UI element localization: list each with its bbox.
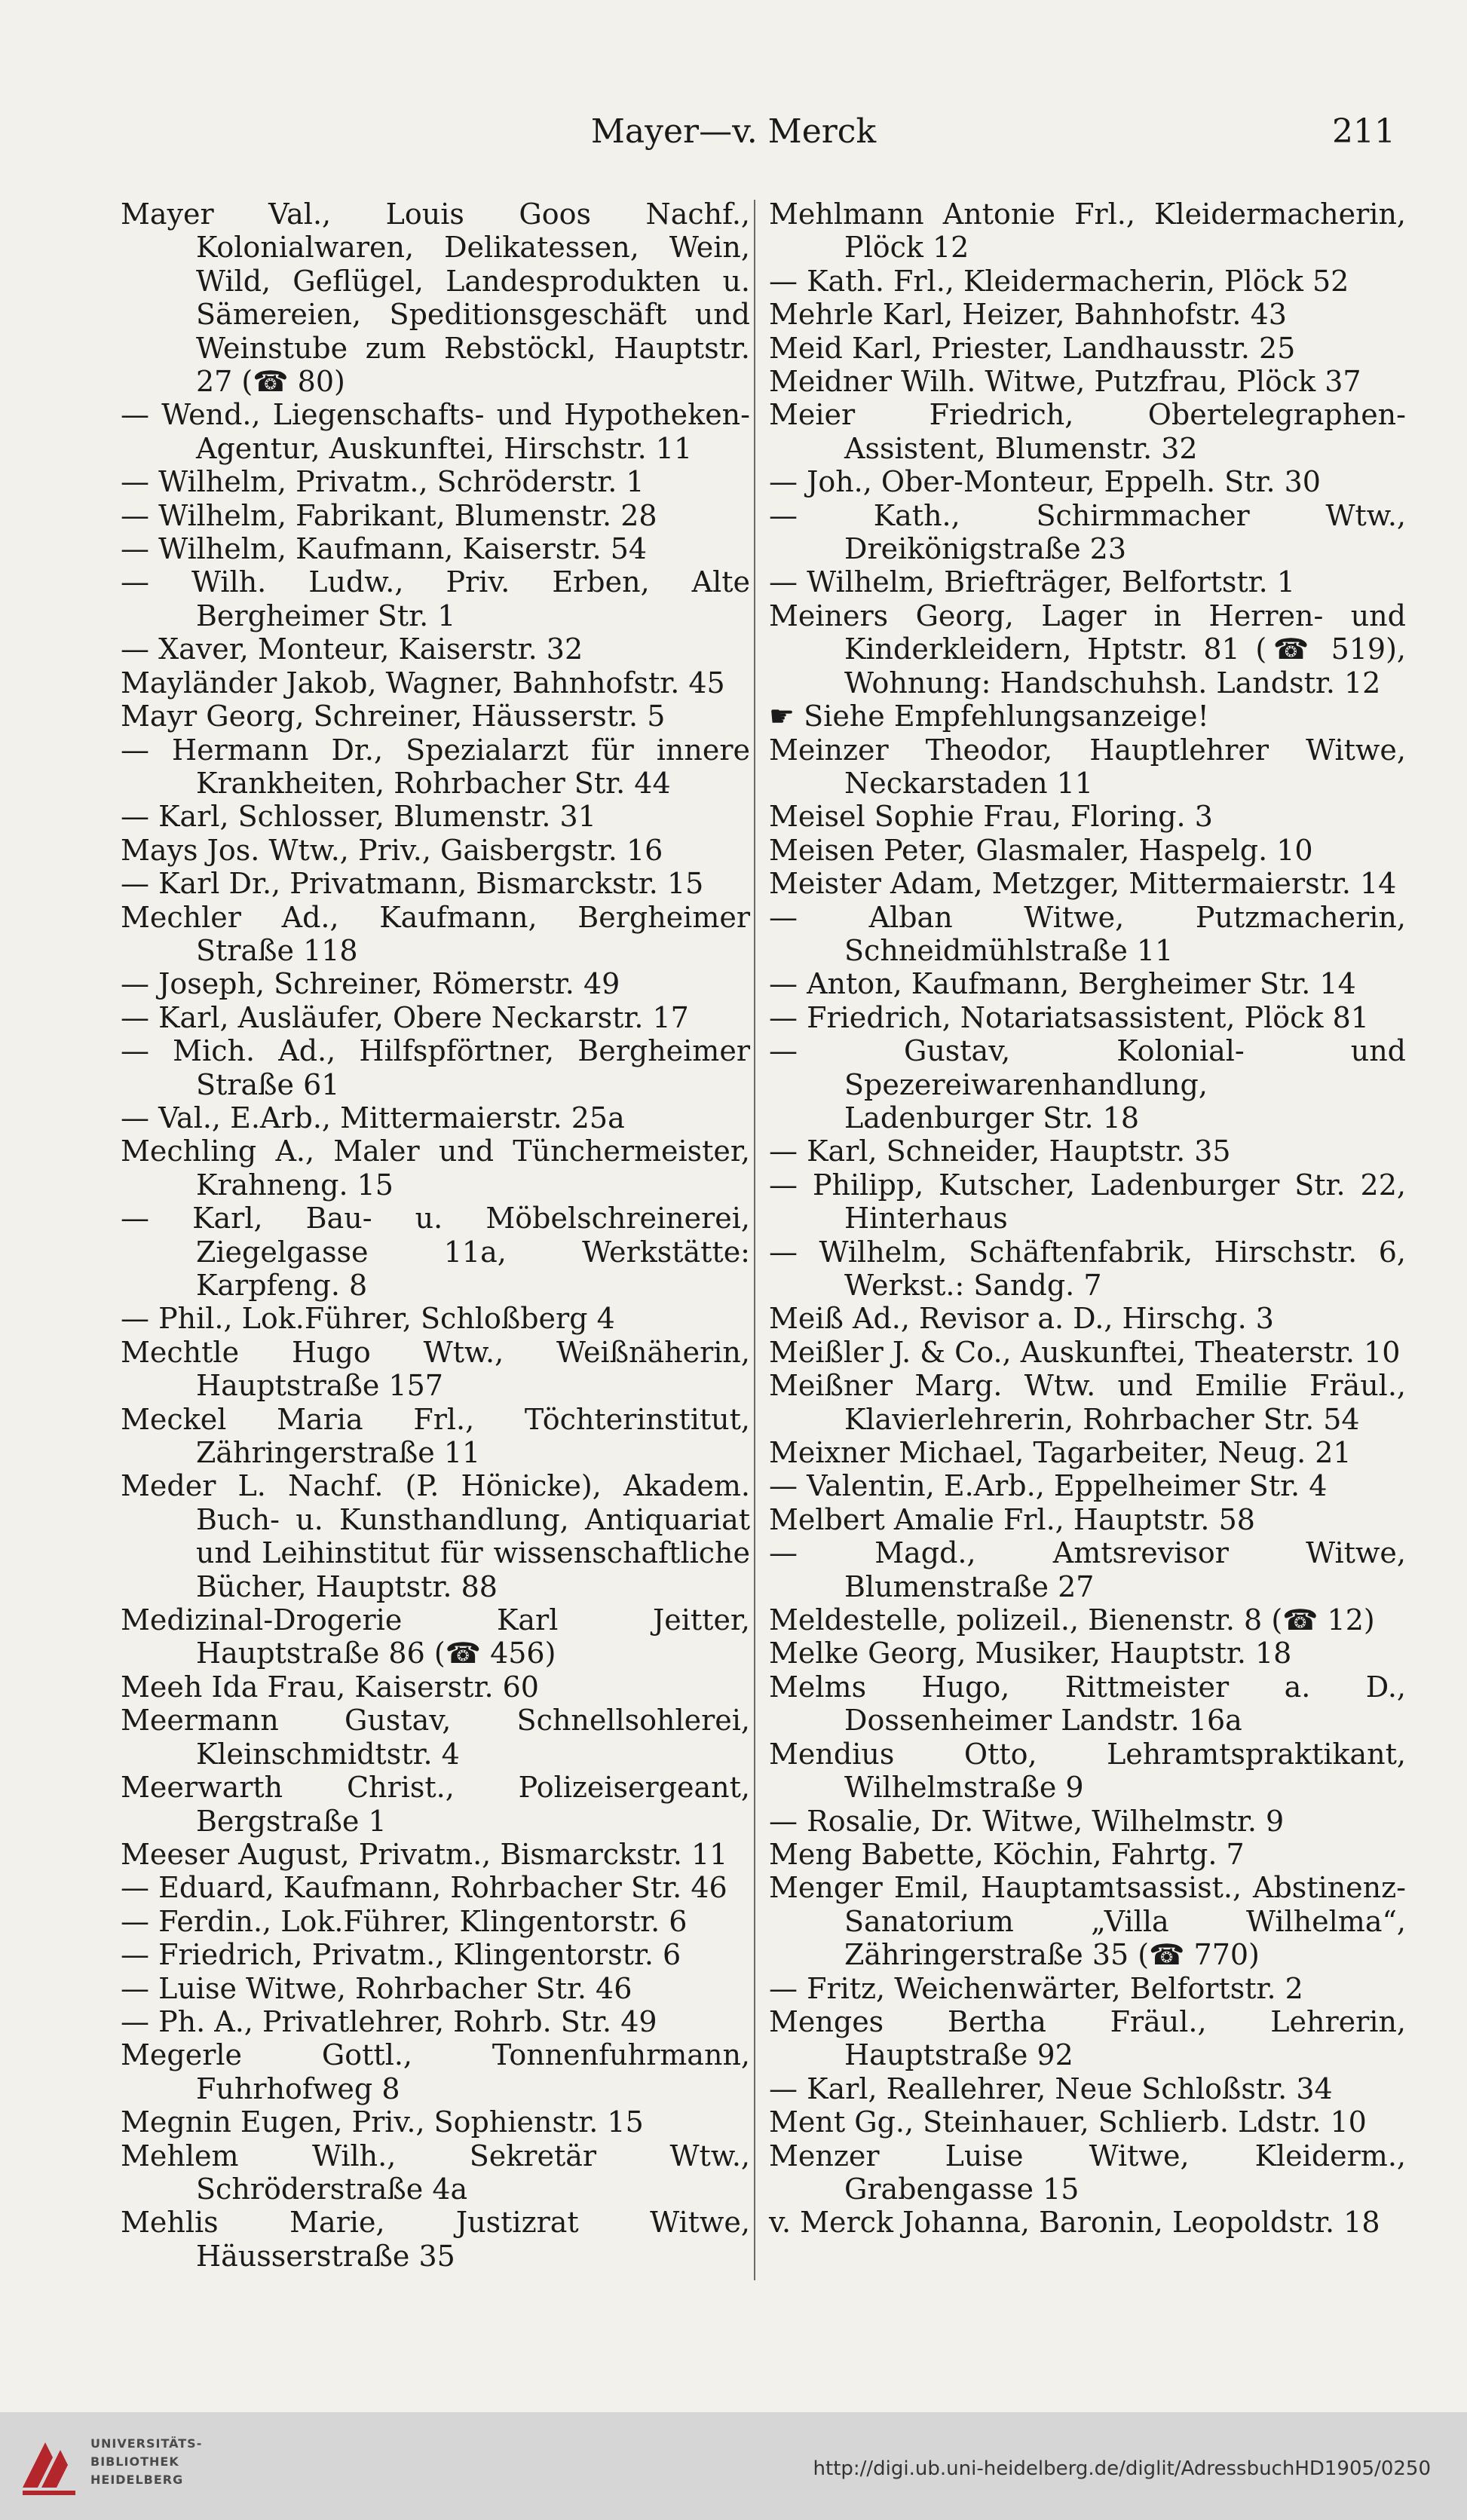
directory-entry: — Val., E.Arb., Mittermaierstr. 25a bbox=[121, 1101, 625, 1134]
directory-entry: Meier Friedrich, Obertelegraphen-Assistent, Blumenstr. 32 bbox=[769, 398, 1406, 465]
directory-entry: — Anton, Kaufmann, Bergheimer Str. 14 bbox=[769, 967, 1356, 1001]
directory-entry: ☛ Siehe Empfehlungsanzeige! bbox=[769, 700, 1209, 733]
running-head-title: Mayer—v. Merck bbox=[590, 112, 877, 151]
directory-entry: Meidner Wilh. Witwe, Putzfrau, Plöck 37 bbox=[769, 365, 1361, 399]
directory-entry: Meißner Marg. Wtw. und Emilie Fräul., Klavierlehrerin, Rohrbacher Str. 54 bbox=[769, 1369, 1406, 1436]
directory-entry: Meldestelle, polizeil., Bienenstr. 8 (☎ 12) bbox=[769, 1603, 1375, 1637]
directory-entry: Mechtle Hugo Wtw., Weißnäherin, Hauptstraße 157 bbox=[121, 1335, 750, 1403]
directory-entry: — Xaver, Monteur, Kaiserstr. 32 bbox=[121, 632, 583, 666]
directory-entry: Mayer Val., Louis Goos Nachf., Kolonialwaren, Delikatessen, Wein, Wild, Geflügel, Landesprodukten u. Sämereien, Speditionsgeschäft und Weinstube zum Rebstöckl, Hauptstr. 27 (☎ 80) bbox=[121, 197, 750, 399]
directory-entry: Mehlmann Antonie Frl., Kleidermacherin, Plöck 12 bbox=[769, 197, 1406, 265]
directory-entry: — Wilhelm, Privatm., Schröderstr. 1 bbox=[121, 465, 645, 499]
directory-entry: Menges Bertha Fräul., Lehrerin, Hauptstraße 92 bbox=[769, 2004, 1406, 2072]
directory-entry: — Wilhelm, Schäftenfabrik, Hirschstr. 6, Werkst.: Sandg. 7 bbox=[769, 1235, 1406, 1302]
directory-entry: — Eduard, Kaufmann, Rohrbacher Str. 46 bbox=[121, 1871, 727, 1905]
directory-entry: Meißler J. & Co., Auskunftei, Theaterstr. 10 bbox=[769, 1335, 1401, 1369]
directory-entry: Ment Gg., Steinhauer, Schlierb. Ldstr. 10 bbox=[769, 2105, 1367, 2139]
directory-entry: Meiß Ad., Revisor a. D., Hirschg. 3 bbox=[769, 1302, 1274, 1336]
directory-entry: — Alban Witwe, Putzmacherin, Schneidmühlstraße 11 bbox=[769, 900, 1406, 967]
directory-entry: Menzer Luise Witwe, Kleiderm., Grabengasse 15 bbox=[769, 2139, 1406, 2206]
directory-entry: Meinzer Theodor, Hauptlehrer Witwe, Neckarstaden 11 bbox=[769, 733, 1406, 800]
directory-entry: Mechler Ad., Kaufmann, Bergheimer Straße 118 bbox=[121, 900, 750, 967]
logo-line: BIBLIOTHEK bbox=[90, 2454, 179, 2469]
column-divider bbox=[754, 200, 755, 2280]
directory-entry: — Wilhelm, Fabrikant, Blumenstr. 28 bbox=[121, 498, 657, 532]
right-column bbox=[769, 197, 1406, 2240]
directory-entry: — Mich. Ad., Hilfspförtner, Bergheimer Straße 61 bbox=[121, 1034, 750, 1101]
directory-entry: Mayr Georg, Schreiner, Häusserstr. 5 bbox=[121, 700, 666, 733]
directory-entry: — Joseph, Schreiner, Römerstr. 49 bbox=[121, 967, 620, 1001]
directory-entry: — Kath., Schirmmacher Wtw., Dreikönigstraße 23 bbox=[769, 498, 1406, 566]
directory-entry: Meixner Michael, Tagarbeiter, Neug. 21 bbox=[769, 1436, 1352, 1470]
directory-entry: Mehlis Marie, Justizrat Witwe, Häusserstraße 35 bbox=[121, 2206, 750, 2273]
footer-bar bbox=[0, 2412, 1467, 2520]
directory-entry: — Wilh. Ludw., Priv. Erben, Alte Bergheimer Str. 1 bbox=[121, 565, 750, 632]
directory-entry: Megerle Gottl., Tonnenfuhrmann, Fuhrhofweg 8 bbox=[121, 2038, 750, 2105]
directory-entry: Melms Hugo, Rittmeister a. D., Dossenheimer Landstr. 16a bbox=[769, 1670, 1406, 1738]
directory-entry: — Friedrich, Privatm., Klingentorstr. 6 bbox=[121, 1938, 681, 1972]
directory-entry: — Wend., Liegenschafts- und Hypotheken-Agentur, Auskunftei, Hirschstr. 11 bbox=[121, 398, 750, 465]
directory-entry: Melbert Amalie Frl., Hauptstr. 58 bbox=[769, 1502, 1255, 1536]
running-head bbox=[0, 106, 1467, 158]
directory-entry: — Ph. A., Privatlehrer, Rohrb. Str. 49 bbox=[121, 2004, 657, 2038]
library-logo-text bbox=[90, 2435, 286, 2489]
directory-entry: Mendius Otto, Lehramtspraktikant, Wilhelmstraße 9 bbox=[769, 1737, 1406, 1805]
directory-entry: Meckel Maria Frl., Töchterinstitut, Zähringerstraße 11 bbox=[121, 1402, 750, 1470]
directory-entry: — Karl Dr., Privatmann, Bismarckstr. 15 bbox=[121, 867, 704, 901]
directory-entry: — Kath. Frl., Kleidermacherin, Plöck 52 bbox=[769, 264, 1349, 298]
logo-line: HEIDELBERG bbox=[90, 2473, 184, 2487]
directory-entry: Melke Georg, Musiker, Hauptstr. 18 bbox=[769, 1637, 1292, 1670]
page-number: 211 bbox=[1332, 112, 1395, 151]
directory-entry: Meiners Georg, Lager in Herren- und Kinderkleidern, Hptstr. 81 (☎ 519), Wohnung: Handschuhsh. Landstr. 12 bbox=[769, 599, 1406, 700]
directory-entry: — Philipp, Kutscher, Ladenburger Str. 22, Hinterhaus bbox=[769, 1168, 1406, 1236]
directory-entry: v. Merck Johanna, Baronin, Leopoldstr. 18 bbox=[769, 2206, 1380, 2240]
left-column bbox=[121, 197, 750, 2273]
directory-entry: — Karl, Schneider, Hauptstr. 35 bbox=[769, 1134, 1231, 1168]
source-url-link[interactable]: http://digi.ub.uni-heidelberg.de/diglit/AdressbuchHD1905/0250 bbox=[813, 2457, 1431, 2480]
directory-entry: — Friedrich, Notariatsassistent, Plöck 81 bbox=[769, 1000, 1369, 1034]
directory-entry: — Gustav, Kolonial- und Spezereiwarenhandlung, Ladenburger Str. 18 bbox=[769, 1034, 1406, 1134]
directory-entry: — Karl, Bau- u. Möbelschreinerei, Ziegelgasse 11a, Werkstätte: Karpfeng. 8 bbox=[121, 1202, 750, 1302]
directory-entry: Mechling A., Maler und Tünchermeister, Krahneng. 15 bbox=[121, 1134, 750, 1202]
directory-entry: Meid Karl, Priester, Landhausstr. 25 bbox=[769, 331, 1296, 365]
directory-entry: — Fritz, Weichenwärter, Belfortstr. 2 bbox=[769, 1971, 1303, 2005]
directory-entry: — Valentin, E.Arb., Eppelheimer Str. 4 bbox=[769, 1469, 1328, 1503]
directory-entry: Meeser August, Privatm., Bismarckstr. 11 bbox=[121, 1837, 728, 1871]
directory-entry: Mays Jos. Wtw., Priv., Gaisbergstr. 16 bbox=[121, 833, 663, 867]
directory-entry: — Rosalie, Dr. Witwe, Wilhelmstr. 9 bbox=[769, 1804, 1285, 1838]
directory-entry: Mehrle Karl, Heizer, Bahnhofstr. 43 bbox=[769, 298, 1287, 332]
directory-entry: — Karl, Ausläufer, Obere Neckarstr. 17 bbox=[121, 1000, 689, 1034]
logo-line: UNIVERSITÄTS- bbox=[90, 2436, 203, 2451]
directory-entry: Mayländer Jakob, Wagner, Bahnhofstr. 45 bbox=[121, 666, 725, 700]
directory-entry: — Luise Witwe, Rohrbacher Str. 46 bbox=[121, 1971, 632, 2005]
directory-entry: Meerwarth Christ., Polizeisergeant, Bergstraße 1 bbox=[121, 1771, 750, 1838]
directory-entry: — Joh., Ober-Monteur, Eppelh. Str. 30 bbox=[769, 465, 1321, 499]
directory-entry: — Ferdin., Lok.Führer, Klingentorstr. 6 bbox=[121, 1904, 688, 1938]
library-logo-icon bbox=[15, 2427, 90, 2503]
directory-entry: — Magd., Amtsrevisor Witwe, Blumenstraße 27 bbox=[769, 1536, 1406, 1603]
directory-entry: Meng Babette, Köchin, Fahrtg. 7 bbox=[769, 1837, 1245, 1871]
directory-entry: Meister Adam, Metzger, Mittermaierstr. 14 bbox=[769, 867, 1397, 901]
directory-entry: Medizinal-Drogerie Karl Jeitter, Hauptstraße 86 (☎ 456) bbox=[121, 1603, 750, 1670]
directory-entry: Megnin Eugen, Priv., Sophienstr. 15 bbox=[121, 2105, 644, 2139]
directory-entry: Meder L. Nachf. (P. Hönicke), Akadem. Buch- u. Kunsthandlung, Antiquariat und Leihinstitut für wissenschaftliche Bücher, Hauptstr. 88 bbox=[121, 1469, 750, 1603]
directory-entry: — Karl, Reallehrer, Neue Schloßstr. 34 bbox=[769, 2071, 1333, 2105]
directory-entry: — Phil., Lok.Führer, Schloßberg 4 bbox=[121, 1302, 615, 1336]
directory-entry: Menger Emil, Hauptamtsassist., Abstinenz-Sanatorium „Villa Wilhelma“, Zähringerstraße 35 (☎ 770) bbox=[769, 1871, 1406, 1972]
directory-entry: — Karl, Schlosser, Blumenstr. 31 bbox=[121, 800, 596, 834]
directory-entry: Meisel Sophie Frau, Floring. 3 bbox=[769, 800, 1213, 834]
directory-entry: — Wilhelm, Kaufmann, Kaiserstr. 54 bbox=[121, 532, 648, 566]
directory-entry: Mehlem Wilh., Sekretär Wtw., Schröderstraße 4a bbox=[121, 2139, 750, 2206]
directory-entry: Meeh Ida Frau, Kaiserstr. 60 bbox=[121, 1670, 539, 1704]
directory-entry: Meisen Peter, Glasmaler, Haspelg. 10 bbox=[769, 833, 1313, 867]
directory-entry: — Hermann Dr., Spezialarzt für innere Krankheiten, Rohrbacher Str. 44 bbox=[121, 733, 750, 800]
directory-entry: Meermann Gustav, Schnellsohlerei, Kleinschmidtstr. 4 bbox=[121, 1704, 750, 1771]
directory-entry: — Wilhelm, Briefträger, Belfortstr. 1 bbox=[769, 565, 1295, 599]
